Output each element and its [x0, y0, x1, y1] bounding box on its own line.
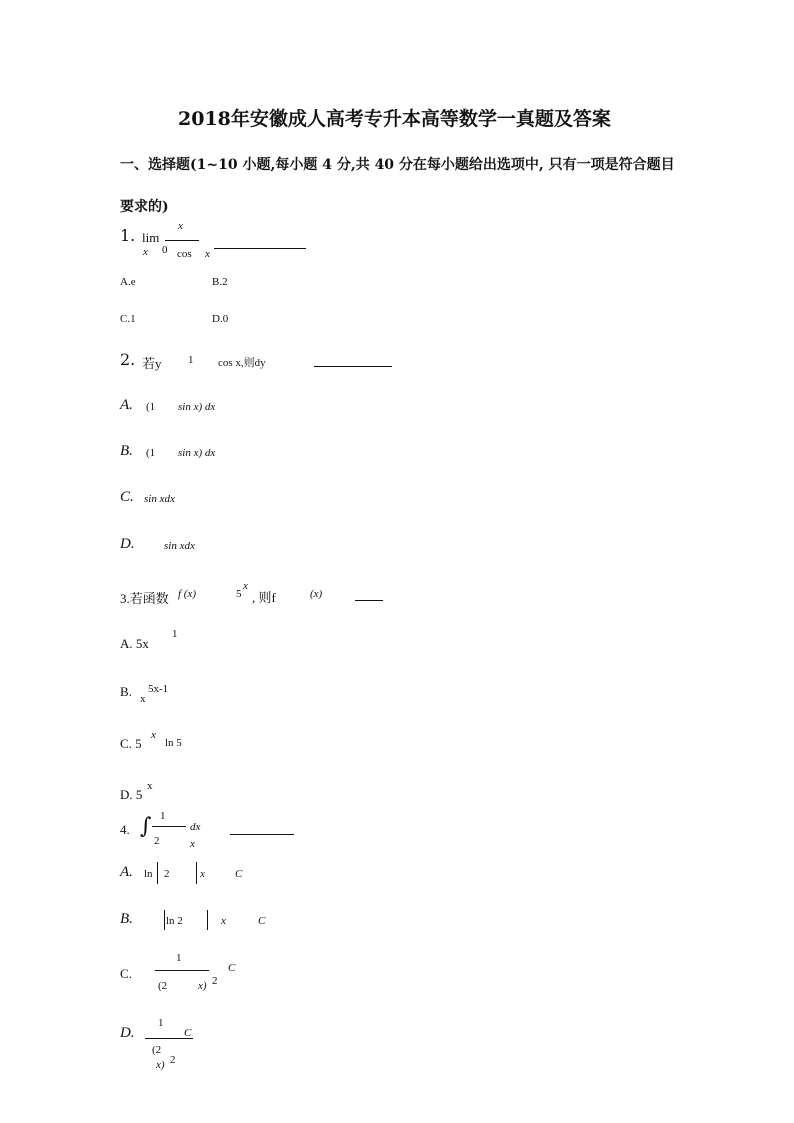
q4-option-a-x: x: [200, 868, 205, 880]
q4-option-d-numerator: 1: [158, 1017, 164, 1029]
q4-option-b-label: B.: [120, 911, 133, 927]
q2-ruo: 若y: [142, 356, 162, 371]
q3-fx: f (x): [178, 588, 197, 600]
q4-option-a-c: C: [235, 868, 243, 880]
q2-option-c-label: C.: [120, 489, 134, 505]
q3-option-d: D. 5: [120, 787, 143, 802]
q3-option-b-x: x: [140, 693, 146, 705]
q4-option-c-two: (2: [158, 980, 168, 992]
q3-option-b-sup: 5x-1: [148, 683, 169, 695]
q3-option-a: A. 5x: [120, 636, 149, 651]
q4-option-c-c: C: [228, 962, 236, 974]
q4-option-c-sup: 2: [212, 975, 218, 987]
q4-option-c-label: C.: [120, 966, 132, 981]
q2-one: 1: [188, 354, 194, 366]
q1-answer-blank: [214, 248, 306, 249]
q1-numerator: x: [178, 220, 183, 232]
q4-option-a-abs-left: [157, 862, 158, 884]
q3-option-c: C. 5: [120, 736, 142, 751]
q1-denom-cos: cos: [177, 248, 192, 260]
q3-option-d-sup: x: [147, 780, 153, 792]
q3-option-c-sup: x: [151, 729, 156, 741]
q4-option-d-x: x): [156, 1059, 165, 1071]
q2-option-a-label: A.: [120, 397, 133, 413]
q3-answer-blank: [355, 600, 383, 601]
q1-option-d: D.0: [212, 313, 229, 325]
q1-number: 1.: [120, 226, 136, 245]
q4-option-d-label: D.: [120, 1025, 135, 1041]
q2-option-d-label: D.: [120, 536, 135, 552]
q2-answer-blank: [314, 366, 392, 367]
q4-integral-sign: ∫: [140, 814, 152, 839]
q2-option-b-label: B.: [120, 443, 133, 459]
q2-cos-x: cos x,则dy: [218, 357, 266, 369]
q4-denom-two: 2: [154, 835, 160, 847]
q3-stem: 3.若函数: [120, 591, 169, 606]
q4-option-b-ln: ln 2: [166, 915, 183, 927]
q2-number: 2.: [120, 350, 136, 369]
q2-option-b-open: (1: [146, 447, 156, 459]
q3-sup-x: x: [243, 580, 248, 592]
q4-option-a-label: A.: [120, 864, 133, 880]
q1-option-c: C.1: [120, 313, 136, 325]
q4-option-c-x: x): [198, 980, 207, 992]
q4-numerator: 1: [160, 810, 166, 822]
page-title: 2018年安徽成人高考专升本高等数学一真题及答案: [178, 108, 611, 130]
q3-then: , 则f: [252, 590, 276, 605]
q4-option-b-c: C: [258, 915, 266, 927]
q4-option-c-fraction-bar: [155, 970, 209, 971]
section-header: 一、选择题(1~10 小题,每小题 4 分,共 40 分在每小题给出选项中, 只有一项是符合题目: [120, 157, 675, 173]
q2-option-a-sin: sin x) dx: [178, 401, 216, 413]
q3-five: 5: [236, 588, 242, 600]
q4-option-d-two: (2: [152, 1044, 162, 1056]
q4-option-a-two: 2: [164, 868, 170, 880]
q4-denom-x: x: [190, 838, 195, 850]
q4-dx: dx: [190, 821, 201, 833]
q4-fraction-bar: [152, 826, 186, 827]
q2-option-a-open: (1: [146, 401, 156, 413]
q3-fx-prime: (x): [310, 588, 323, 600]
q4-option-b-x: x: [221, 915, 226, 927]
q1-option-a: A.e: [120, 276, 136, 288]
q4-option-c-numerator: 1: [176, 952, 182, 964]
q1-lim: lim: [142, 230, 160, 245]
q4-option-d-sup: 2: [170, 1054, 176, 1066]
q1-denom-x: x: [205, 248, 210, 260]
q4-answer-blank: [230, 834, 294, 835]
q3-option-a-sup: 1: [172, 628, 178, 640]
q1-fraction-bar: [165, 240, 199, 241]
q2-option-c-text: sin xdx: [144, 493, 175, 505]
q4-option-a-abs-right: [196, 862, 197, 884]
q4-option-b-abs-left: [164, 910, 165, 930]
q1-sub-x: x: [143, 246, 148, 258]
q3-option-c-tail: ln 5: [165, 737, 182, 749]
section-header-cont: 要求的): [120, 199, 169, 215]
q1-sub-0: 0: [162, 244, 168, 256]
q4-option-a-ln: ln: [144, 868, 153, 880]
q4-option-b-abs-right: [207, 910, 208, 930]
q4-option-d-c: C: [184, 1027, 192, 1039]
q2-option-d-text: sin xdx: [164, 540, 195, 552]
q1-option-b: B.2: [212, 276, 228, 288]
q3-option-b: B.: [120, 684, 132, 699]
q2-option-b-sin: sin x) dx: [178, 447, 216, 459]
q4-number: 4.: [120, 822, 130, 837]
